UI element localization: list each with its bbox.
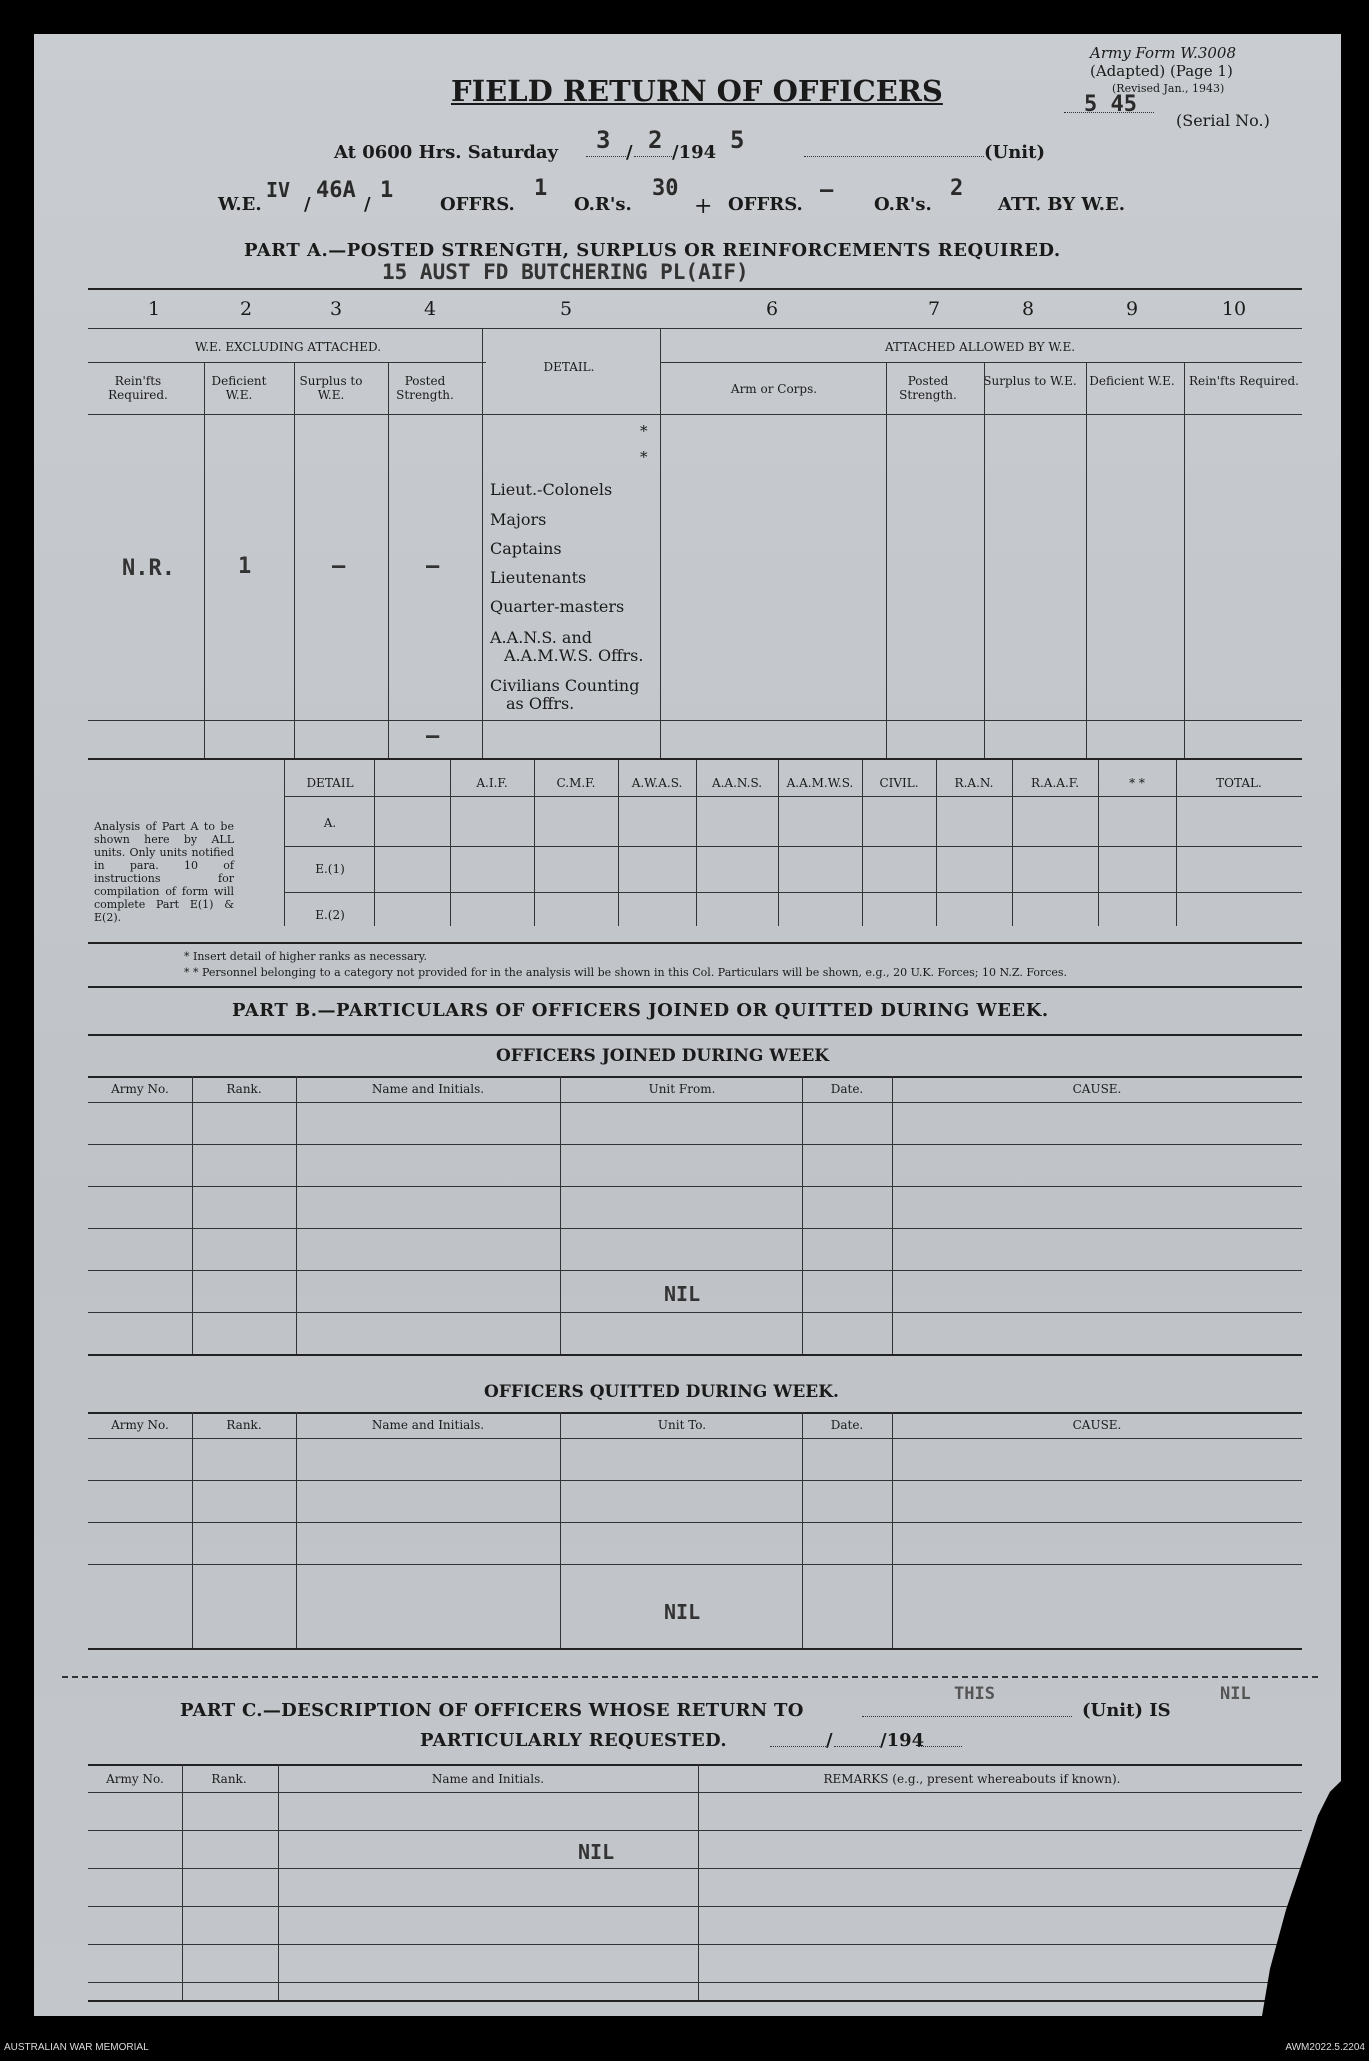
- col-number: 10: [1221, 298, 1247, 320]
- joined-heading: OFFICERS JOINED DURING WEEK: [496, 1046, 830, 1066]
- detail-asterisk: *: [640, 448, 648, 466]
- we-part2: 46A: [316, 178, 356, 203]
- attached-allowed-header: ATTACHED ALLOWED BY W.E.: [884, 340, 1076, 354]
- col-number: 3: [329, 298, 343, 320]
- joined-nil: NIL: [664, 1282, 701, 1306]
- analysis-row-label: E.(2): [315, 908, 345, 922]
- quitted-heading: OFFICERS QUITTED DURING WEEK.: [484, 1382, 839, 1402]
- analysis-note: Analysis of Part A to be shown here by ALL units. Only units notified in para. 10 of instructions for compilation of form will complete Part E(1) & E(2).: [94, 820, 234, 924]
- part-b-heading: PART B.—PARTICULARS OF OFFICERS JOINED OR QUITTED DURING WEEK.: [232, 1000, 1049, 1021]
- part-c-line2: PARTICULARLY REQUESTED.: [420, 1730, 727, 1751]
- col-number: 6: [765, 298, 779, 320]
- analysis-row-label: E.(1): [315, 862, 345, 876]
- date-year-prefix: /194: [672, 142, 717, 163]
- offrs-label: OFFRS.: [440, 194, 515, 215]
- col1-header: Rein'fts Required.: [108, 374, 168, 402]
- typed-posted: –: [426, 554, 440, 579]
- footer-left: AUSTRALIAN WAR MEMORIAL: [4, 2042, 149, 2053]
- joined-col: Army No.: [111, 1082, 169, 1096]
- col10-header: Rein'fts Required.: [1189, 374, 1299, 388]
- quitted-col: Rank.: [226, 1418, 262, 1432]
- detail-row: as Offrs.: [506, 694, 575, 713]
- detail-row: A.A.N.S. and: [490, 628, 592, 647]
- ors-label: O.R's.: [574, 194, 632, 215]
- detail-header: DETAIL.: [543, 360, 595, 374]
- footer-bar: [0, 2034, 1369, 2061]
- quitted-col: Date.: [830, 1418, 864, 1432]
- part-c-col: REMARKS (e.g., present whereabouts if known).: [823, 1772, 1121, 1786]
- col2-header: Deficient W.E.: [211, 374, 267, 402]
- analysis-header: TOTAL.: [1216, 776, 1262, 790]
- col7-header: Posted Strength.: [899, 374, 957, 402]
- typed-deficient: 1: [238, 554, 252, 579]
- cut-line: [62, 1676, 1318, 1678]
- quitted-col: CAUSE.: [1072, 1418, 1122, 1432]
- date-year-suffix: 5: [730, 126, 745, 154]
- detail-row: Majors: [490, 510, 547, 529]
- part-c-line1: PART C.—DESCRIPTION OF OFFICERS WHOSE RETURN TO: [180, 1700, 804, 1721]
- quitted-col: Name and Initials.: [371, 1418, 485, 1432]
- joined-col: CAUSE.: [1072, 1082, 1122, 1096]
- form-sheet: Army Form W.3008 (Adapted) (Page 1) (Revised Jan., 1943) 5 45 (Serial No.) FIELD RETURN OF OFFICERS At 0600 Hrs. Saturday 3 / 2 /194 5 (Unit) W.E. IV / 46A / 1 OFFRS. 1 O.R's. 30 + OFFRS. – O.R's. 2 ATT. BY W.E. PART A.—POSTED STRENGTH, SURPLUS OR REINFORCEMENTS REQUIRED. 15 AUST FD BUTCHERING PL(AIF) 1 2 3 4 5 6 7 8 9 10 W.E. EXCLUDING ATTACHED. ATTACHED ALLOWED BY W.E. DETAIL. Rein'fts Required. Deficient W.E. Surplus to W.E. Posted Strength. Arm or Corps. Posted Strength. Surplus to W.E. Deficient W.E. Rein'fts Required. * * Lieut.-Colonels Majors Captains Lieutenants Quarter-masters A.A.N.S. and A.A.M.W.S. Offrs. Civilians Counting as Offrs. N.R. 1 – – – Analysis of Part A to be shown here by ALL units. Only units notified in para. 10 of instructions for compilation of form will complete Part E(1) & E(2). DETAIL A.I.F. C.M.F. A.W.A.S. A.A.N.S. A.A.M.W.S. CIVIL. R.A.N. R.A.A.F. * * TOTAL. A. E.(1) E.(2) * Insert detail of higher ranks as necessary. * * Personnel belonging to a category not provided for in the analysis will be shown in this Col. Particulars will be shown, e.g., 20 U.K. Forces; 10 N.Z. Forces. PART B.—PARTICULARS OF OFFICERS JOINED OR QUITTED DURING WEEK. OFFICERS JOINED DURING WEEK Army No. Rank. Name and Initials. Unit From. Date. CAUSE. NIL OFFICERS QUITTED DURING WEEK. Army No. Rank. Name and Initials. Unit To. Date. CAUSE. NIL PART C.—DESCRIPTION OF OFFICERS WHOSE RETURN TO THIS (Unit) IS NIL PARTICULARLY REQUESTED. / /194 Army No. Rank. Name and Initials. REMARKS (e.g., present whereabouts if known). NIL: [34, 34, 1341, 2016]
- part-c-col: Rank.: [211, 1772, 247, 1786]
- col-number: 2: [239, 298, 253, 320]
- col-number: 4: [423, 298, 437, 320]
- unit-label: (Unit): [984, 142, 1045, 163]
- offrs2-value: –: [820, 178, 834, 203]
- date-month: 2: [648, 126, 663, 154]
- plus-sign: +: [694, 194, 713, 219]
- col4-header: Posted Strength.: [396, 374, 454, 402]
- serial-label: (Serial No.): [1176, 111, 1270, 130]
- detail-row: Civilians Counting: [490, 676, 640, 695]
- at-label: At 0600 Hrs. Saturday: [334, 142, 559, 163]
- col-number: 1: [147, 298, 161, 320]
- analysis-header: A.I.F.: [476, 776, 508, 790]
- joined-col: Name and Initials.: [371, 1082, 485, 1096]
- analysis-header: A.W.A.S.: [631, 776, 683, 790]
- part-c-col: Army No.: [106, 1772, 164, 1786]
- form-name: Army Form W.3008: [1090, 44, 1236, 62]
- part-a-heading: PART A.—POSTED STRENGTH, SURPLUS OR REINFORCEMENTS REQUIRED.: [244, 240, 1061, 261]
- analysis-header: A.A.M.W.S.: [786, 776, 854, 790]
- analysis-header: A.A.N.S.: [711, 776, 763, 790]
- date-day: 3: [596, 126, 611, 154]
- col3-header: Surplus to W.E.: [299, 374, 363, 402]
- ors2-label: O.R's.: [874, 194, 932, 215]
- quitted-col: Army No.: [111, 1418, 169, 1432]
- typed-total-posted: –: [426, 724, 440, 749]
- serial-value: 5 45: [1084, 92, 1137, 117]
- analysis-header: C.M.F.: [556, 776, 596, 790]
- col-number: 9: [1125, 298, 1139, 320]
- detail-row: A.A.M.W.S. Offrs.: [504, 646, 644, 665]
- detail-row: Lieut.-Colonels: [490, 480, 613, 499]
- joined-col: Unit From.: [648, 1082, 716, 1096]
- joined-col: Rank.: [226, 1082, 262, 1096]
- col-number: 5: [559, 298, 573, 320]
- ors2-value: 2: [950, 176, 964, 201]
- ors-value: 30: [652, 176, 679, 201]
- typed-surplus: –: [332, 554, 346, 579]
- analysis-header: DETAIL: [306, 776, 354, 790]
- joined-col: Date.: [830, 1082, 864, 1096]
- col6-header: Arm or Corps.: [730, 382, 818, 396]
- analysis-header: CIVIL.: [879, 776, 919, 790]
- col-number: 7: [927, 298, 941, 320]
- att-label: ATT. BY W.E.: [998, 194, 1126, 215]
- detail-row: Quarter-masters: [490, 597, 625, 616]
- analysis-header: * *: [1129, 776, 1145, 790]
- analysis-header: R.A.N.: [954, 776, 994, 790]
- page-title: FIELD RETURN OF OFFICERS: [451, 74, 943, 108]
- detail-row: Lieutenants: [490, 568, 587, 587]
- analysis-header: R.A.A.F.: [1030, 776, 1080, 790]
- offrs2-label: OFFRS.: [728, 194, 803, 215]
- we-part1: IV: [266, 178, 291, 202]
- analysis-row-label: A.: [323, 816, 337, 830]
- detail-asterisk: *: [640, 422, 648, 440]
- form-adapted: (Adapted) (Page 1): [1090, 62, 1233, 80]
- col8-header: Surplus to W.E.: [983, 374, 1077, 388]
- form-revised: (Revised Jan., 1943): [1112, 82, 1225, 95]
- serial-dots: [1064, 112, 1154, 113]
- typed-nr: N.R.: [122, 556, 175, 581]
- footnote-1: * Insert detail of higher ranks as necessary.: [184, 950, 428, 963]
- part-c-unit-label: (Unit) IS: [1082, 1700, 1171, 1721]
- quitted-col: Unit To.: [657, 1418, 707, 1432]
- part-c-nil: NIL: [578, 1840, 615, 1864]
- we-label: W.E.: [218, 194, 262, 215]
- unit-typed: 15 AUST FD BUTCHERING PL(AIF): [382, 260, 749, 284]
- offrs-value: 1: [534, 176, 548, 201]
- we-part3: 1: [380, 178, 394, 203]
- quitted-nil: NIL: [664, 1600, 701, 1624]
- part-c-nil-top: NIL: [1220, 1684, 1251, 1704]
- col-number: 8: [1021, 298, 1035, 320]
- footer-right: AWM2022.5.2204: [1285, 2042, 1365, 2053]
- part-c-unit-value: THIS: [954, 1684, 995, 1704]
- footnote-2: * * Personnel belonging to a category not provided for in the analysis will be shown in this Col. Particulars will be shown, e.g., 20 U.K. Forces; 10 N.Z. Forces.: [184, 966, 1068, 979]
- we-excluding-header: W.E. EXCLUDING ATTACHED.: [194, 340, 382, 354]
- col9-header: Deficient W.E.: [1089, 374, 1175, 388]
- detail-row: Captains: [490, 539, 562, 558]
- part-c-col: Name and Initials.: [431, 1772, 545, 1786]
- part-c-date-tail: /194: [880, 1730, 925, 1751]
